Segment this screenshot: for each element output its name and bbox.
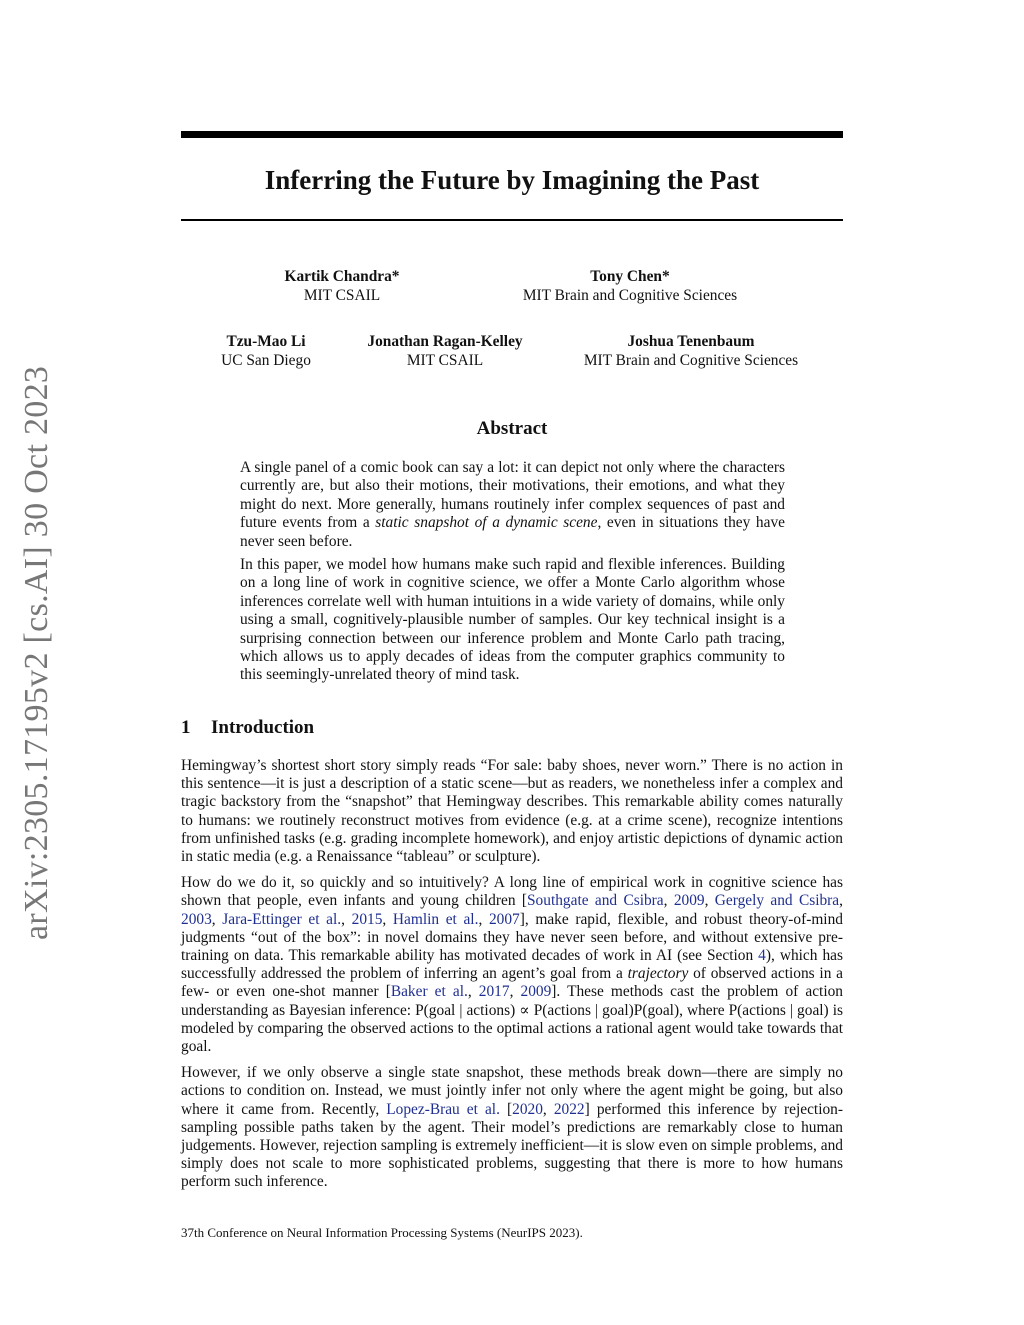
author-affiliation: MIT Brain and Cognitive Sciences — [583, 352, 799, 369]
author-name: Tzu-Mao Li — [226, 333, 306, 350]
emphasis-text: trajectory — [627, 965, 689, 983]
text-run: , even in situations they have never seen before. — [240, 514, 785, 550]
body-paragraph — [181, 1064, 843, 1191]
text-run: [ — [499, 1100, 513, 1118]
arxiv-identifier: arXiv:2305.17195v2 [cs.AI] 30 Oct 2023 — [18, 365, 55, 940]
text-run: , — [467, 983, 479, 1001]
author-name: Jonathan Ragan-Kelley — [367, 333, 523, 350]
section-number: 1 — [181, 717, 191, 738]
citation-link[interactable]: 2017 — [478, 983, 510, 1001]
conference-footnote: 37th Conference on Neural Information Processing Systems (NeurIPS 2023). — [181, 1225, 583, 1240]
text-run: is modeled by comparing the observed actions to the optimal actions a rational agent would take towards that goal. — [181, 1001, 843, 1056]
author-affiliation: MIT Brain and Cognitive Sciences — [522, 287, 738, 304]
text-run: , — [542, 1100, 554, 1118]
author-name: Joshua Tenenbaum — [627, 333, 755, 350]
section-title: Introduction — [211, 717, 315, 738]
title-top-rule — [181, 131, 843, 138]
citation-link[interactable]: 2009 — [520, 983, 552, 1001]
citation-link[interactable]: Baker et al. — [390, 983, 468, 1001]
citation-link[interactable]: 2003 — [181, 910, 212, 928]
text-run: A single panel of a comic book can say a lot: it can depict not only where the characters currently are, but also their motions, their motivations, their emotions, and what they might do next. More generally, humans routinely infer complex sequences of past and future events from a — [240, 459, 785, 532]
text-run: How do we do it, so quickly and so intuitively? A long line of empirical work in cognitive science has shown that people, even infants and young children [ — [181, 874, 843, 910]
abstract-paragraph — [240, 459, 785, 551]
title-bottom-rule — [181, 219, 843, 221]
body-paragraph — [181, 874, 843, 1056]
math-expression: P(goal | actions) ∝ P(actions | goal)P(goal) — [415, 1001, 680, 1019]
author-name: Tony Chen* — [590, 268, 670, 285]
paper-title: Inferring the Future by Imagining the Past — [264, 165, 760, 195]
author-block — [565, 332, 817, 370]
citation-link[interactable]: Jara-Ettinger et al. — [222, 910, 342, 928]
abstract-paragraph: In this paper, we model how humans make such rapid and flexible inferences. Building on a long line of work in cognitive science, we offer a Monte Carlo algorithm whose inferences correlate well with human intuitions in a wide variety of domains, while only using a small, cognitively-plausible number of samples. Our key technical insight is a surprising connection between our inference problem and Monte Carlo path tracing, which allows us to apply decades of ideas from the computer graphics community to this seemingly-unrelated theory of mind task. — [240, 556, 785, 684]
text-run: , where — [679, 1001, 729, 1019]
citation-link[interactable]: 2020 — [512, 1100, 543, 1118]
text-run: , — [341, 910, 352, 928]
abstract-heading: Abstract — [476, 418, 548, 439]
author-block — [262, 267, 422, 305]
citation-link[interactable]: Gergely and Csibra — [714, 892, 840, 910]
math-expression: P(actions | goal) — [728, 1001, 829, 1019]
body-paragraph: Hemingway’s shortest short story simply reads “For sale: baby shoes, never worn.” There is no action in this sentence—it is just a description of a static scene—but as readers, we nonetheless infer a complex and tragic backstory from the “snapshot” that Hemingway describes. This remarkable ability comes naturally to humans: we routinely reconstruct motives from evidence (e.g. at a crime scene), recognize intentions from unfinished tasks (e.g. grading incomplete homework), and enjoy artistic depictions of dynamic action in static media (e.g. a Renaissance “tableau” or sculpture). — [181, 757, 843, 866]
text-run: ]. These methods cast the problem of action understanding as Bayesian inference: — [181, 983, 843, 1019]
text-run: ], make rapid, flexible, and robust theory-of-mind judgments “out of the box”: in novel domains they have never seen before, and without extensive pre-training on data. This remarkable ability has motivated decades of work in AI (see Section — [181, 910, 843, 965]
text-run: ] performed this inference by rejection-sampling possible paths taken by the agent. Their model’s predictions are remarkably close to human judgements. However, rejection sampling is extremely inefficient—it is slow even on simple problems, and simply does not scale to more sophisticated problems, suggesting that there is more to how humans perform such inference. — [181, 1100, 843, 1191]
text-run: , — [211, 910, 223, 928]
section-reference-link[interactable]: 4 — [758, 947, 766, 965]
citation-link[interactable]: Southgate and Csibra — [527, 892, 664, 910]
citation-link[interactable]: 2022 — [553, 1100, 585, 1118]
author-name: Kartik Chandra* — [284, 268, 400, 285]
author-block — [345, 332, 545, 370]
text-run: However, if we only observe a single state snapshot, these methods break down—there are simply no actions to condition on. Instead, we must jointly infer not only where the agent might be going, but also where it came from. Recently, — [181, 1064, 843, 1118]
introduction-body — [181, 757, 843, 1200]
citation-link[interactable]: 2009 — [673, 892, 705, 910]
author-affiliation: MIT CSAIL — [406, 352, 484, 369]
text-run: , — [704, 892, 715, 910]
author-affiliation: MIT CSAIL — [303, 287, 381, 304]
text-run: , — [478, 910, 489, 928]
citation-link[interactable]: Hamlin et al. — [392, 910, 479, 928]
abstract-body — [240, 459, 785, 690]
text-run: of observed actions in a few- or even one-shot manner [ — [181, 965, 844, 1001]
author-affiliation: UC San Diego — [221, 352, 311, 369]
author-block — [196, 332, 336, 370]
citation-link[interactable]: Lopez-Brau et al. — [386, 1100, 500, 1118]
text-run: , — [839, 892, 843, 910]
emphasis-text: static snapshot of a dynamic scene — [375, 514, 598, 532]
text-run: , — [382, 910, 393, 928]
citation-link[interactable]: 2007 — [488, 910, 520, 928]
citation-link[interactable]: 2015 — [351, 910, 383, 928]
author-block — [500, 267, 760, 305]
section-heading — [181, 716, 843, 740]
text-run: ), which has successfully addressed the problem of inferring an agent’s goal from a — [181, 947, 843, 983]
text-run: , — [509, 983, 521, 1001]
text-run: , — [663, 892, 674, 910]
